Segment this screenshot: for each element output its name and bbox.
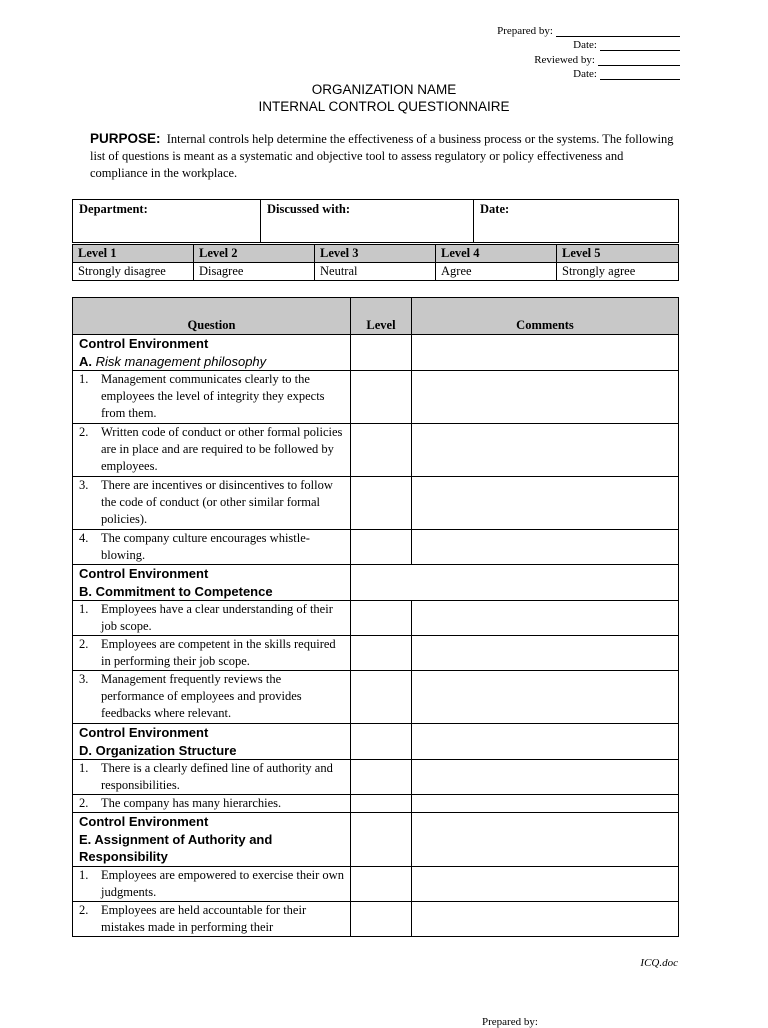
comments-input-cell[interactable] xyxy=(412,335,679,371)
question-cell xyxy=(73,671,351,724)
level-input-cell[interactable] xyxy=(351,760,412,795)
section-title: Control Environment xyxy=(79,814,209,829)
comments-input-cell[interactable] xyxy=(412,530,679,565)
section-subtitle: D. Organization Structure xyxy=(79,742,237,758)
section-title: Control Environment xyxy=(79,725,209,740)
level-value: Disagree xyxy=(194,263,315,281)
question-text: Management frequently reviews the performance of employees and provides feedbacks where relevant. xyxy=(101,672,302,720)
question-text: Employees are empowered to exercise their own judgments. xyxy=(101,867,344,899)
section-title: Control Environment xyxy=(79,566,209,581)
rating-scale-table xyxy=(72,244,679,281)
level-input-cell[interactable] xyxy=(351,671,412,724)
level-input-cell[interactable] xyxy=(351,335,412,371)
level-input-cell[interactable] xyxy=(351,601,412,636)
question-text: Employees are held accountable for their mistakes made in performing their xyxy=(101,902,307,934)
section-subtitle: B. Commitment to Competence xyxy=(79,583,273,599)
purpose-text: Internal controls help determine the effectiveness of a business process or the systems. The following list of questions is meant as a systematic and objective tool to assess regulatory or policy effectiveness and compliance in the workplace. xyxy=(90,132,674,180)
section-spacer-cell xyxy=(351,565,679,601)
date-label: Date: xyxy=(573,68,597,80)
item-number: 2. xyxy=(79,425,89,439)
level-column-header: Level xyxy=(351,298,412,335)
level-value: Strongly disagree xyxy=(73,263,194,281)
comments-input-cell[interactable] xyxy=(412,795,679,813)
info-table xyxy=(72,199,679,243)
level-input-cell[interactable] xyxy=(351,636,412,671)
question-cell xyxy=(73,601,351,636)
date-label: Date: xyxy=(573,39,597,51)
reviewed-by-label: Reviewed by: xyxy=(534,53,595,66)
comments-input-cell[interactable] xyxy=(412,477,679,530)
item-number: 3. xyxy=(79,478,89,492)
level-value: Strongly agree xyxy=(557,263,679,281)
question-text: There are incentives or disincentives to follow the code of conduct (or other similar formal policies). xyxy=(101,478,333,526)
question-cell xyxy=(73,371,351,424)
question-cell xyxy=(73,636,351,671)
question-text: There is a clearly defined line of authority and responsibilities. xyxy=(101,761,333,792)
level-header: Level 2 xyxy=(194,245,315,263)
section-header xyxy=(73,335,351,371)
date-cell: Date: xyxy=(474,200,679,243)
comments-input-cell[interactable] xyxy=(412,636,679,671)
comments-input-cell[interactable] xyxy=(412,371,679,424)
item-number: 1. xyxy=(79,761,89,775)
question-text: Employees are competent in the skills required in performing their job scope. xyxy=(101,637,336,668)
question-cell xyxy=(73,866,351,901)
level-input-cell[interactable] xyxy=(351,795,412,813)
item-number: 3. xyxy=(79,672,89,686)
signoff-block xyxy=(470,22,680,80)
level-input-cell[interactable] xyxy=(351,866,412,901)
questionnaire-title: INTERNAL CONTROL QUESTIONNAIRE xyxy=(258,99,510,114)
comments-input-cell[interactable] xyxy=(412,866,679,901)
item-number: 2. xyxy=(79,902,89,917)
comments-input-cell[interactable] xyxy=(412,813,679,867)
section-header xyxy=(73,724,351,760)
level-header: Level 1 xyxy=(73,245,194,263)
document-title xyxy=(0,81,768,115)
question-cell xyxy=(73,901,351,936)
section-prefix: A. xyxy=(79,353,92,369)
comments-input-cell[interactable] xyxy=(412,760,679,795)
level-header: Level 5 xyxy=(557,245,679,263)
comments-column-header: Comments xyxy=(412,298,679,335)
purpose-paragraph xyxy=(90,130,680,182)
question-text: Employees have a clear understanding of their job scope. xyxy=(101,602,333,633)
prepared-by-label: Prepared by: xyxy=(497,24,553,37)
discussed-with-cell: Discussed with: xyxy=(261,200,474,243)
department-cell: Department: xyxy=(73,200,261,243)
item-number: 2. xyxy=(79,637,89,651)
organization-name: ORGANIZATION NAME xyxy=(311,82,457,97)
item-number: 1. xyxy=(79,867,89,882)
level-input-cell[interactable] xyxy=(351,901,412,936)
prepared-by-line xyxy=(556,26,680,37)
question-cell xyxy=(73,760,351,795)
next-page-prepared-by: Prepared by: xyxy=(482,1016,538,1028)
level-input-cell[interactable] xyxy=(351,424,412,477)
question-text: Written code of conduct or other formal policies are in place and are required to be followed by employees. xyxy=(101,425,343,473)
question-cell xyxy=(73,477,351,530)
comments-input-cell[interactable] xyxy=(412,724,679,760)
comments-input-cell[interactable] xyxy=(412,901,679,936)
question-text: The company culture encourages whistle-blowing. xyxy=(101,531,310,562)
level-value: Agree xyxy=(436,263,557,281)
comments-input-cell[interactable] xyxy=(412,671,679,724)
level-value: Neutral xyxy=(315,263,436,281)
item-number: 4. xyxy=(79,531,89,545)
level-header: Level 4 xyxy=(436,245,557,263)
footer-filename: ICQ.doc xyxy=(640,957,678,969)
reviewed-by-line xyxy=(598,55,680,66)
question-cell xyxy=(73,424,351,477)
comments-input-cell[interactable] xyxy=(412,424,679,477)
level-input-cell[interactable] xyxy=(351,371,412,424)
item-number: 2. xyxy=(79,796,89,810)
section-title: Control Environment xyxy=(79,336,209,351)
level-header: Level 3 xyxy=(315,245,436,263)
purpose-label: PURPOSE: xyxy=(90,131,161,146)
date-line xyxy=(600,69,680,80)
section-header xyxy=(73,813,351,867)
item-number: 1. xyxy=(79,602,89,616)
comments-input-cell[interactable] xyxy=(412,601,679,636)
section-subtitle: Risk management philosophy xyxy=(95,353,267,369)
question-column-header: Question xyxy=(73,298,351,335)
section-subtitle: E. Assignment of Authority and Responsibility xyxy=(79,831,273,864)
level-input-cell[interactable] xyxy=(351,477,412,530)
question-text: Management communicates clearly to the employees the level of integrity they expects from them. xyxy=(101,372,325,420)
item-number: 1. xyxy=(79,372,89,386)
question-cell xyxy=(73,795,351,813)
section-header xyxy=(73,565,351,601)
date-line xyxy=(600,40,680,51)
question-cell xyxy=(73,530,351,565)
level-input-cell[interactable] xyxy=(351,530,412,565)
level-input-cell[interactable] xyxy=(351,724,412,760)
questionnaire-table xyxy=(72,297,679,937)
level-input-cell[interactable] xyxy=(351,813,412,867)
question-text: The company has many hierarchies. xyxy=(101,796,282,810)
